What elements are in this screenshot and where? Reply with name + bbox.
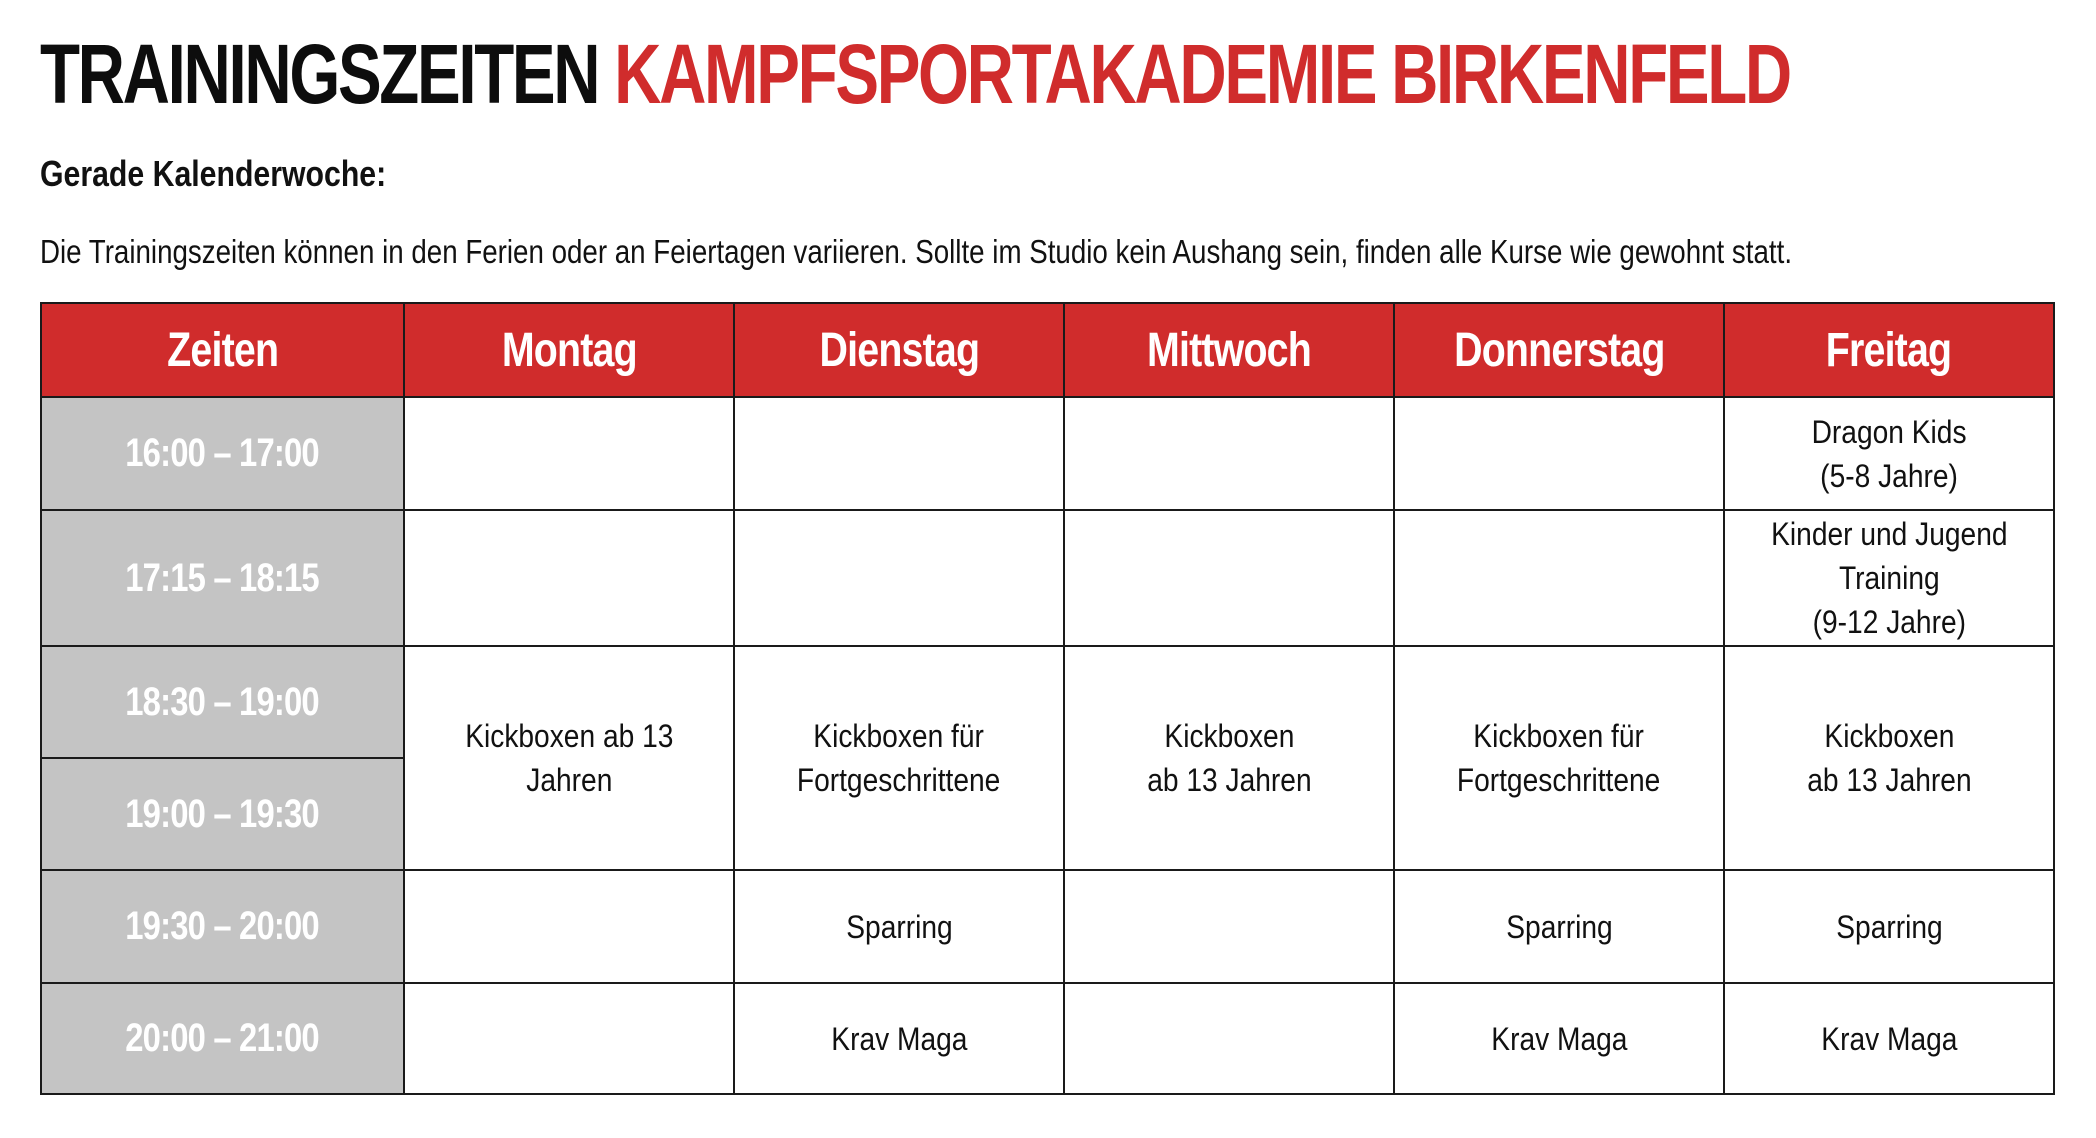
header-montag: Montag xyxy=(404,303,734,397)
schedule-cell-empty xyxy=(404,397,734,510)
schedule-table xyxy=(40,302,2055,1095)
table-row xyxy=(41,397,2054,510)
header-mittwoch: Mittwoch xyxy=(1064,303,1394,397)
table-row xyxy=(41,983,2054,1094)
schedule-cell-empty xyxy=(734,510,1064,646)
schedule-cell-montag: Kickboxen ab 13 Jahren xyxy=(404,646,734,870)
table-row xyxy=(41,870,2054,983)
schedule-cell-empty xyxy=(1394,510,1724,646)
schedule-cell-empty xyxy=(1064,397,1394,510)
time-cell: 18:30 – 19:00 xyxy=(41,646,404,758)
schedule-cell-donnerstag: Sparring xyxy=(1394,870,1724,983)
schedule-cell-empty xyxy=(404,870,734,983)
schedule-cell-freitag: Dragon Kids (5-8 Jahre) xyxy=(1724,397,2054,510)
schedule-cell-empty xyxy=(404,510,734,646)
table-row xyxy=(41,646,2054,758)
title-black-part: TRAININGSZEITEN xyxy=(40,27,599,121)
time-cell: 17:15 – 18:15 xyxy=(41,510,404,646)
header-freitag: Freitag xyxy=(1724,303,2054,397)
schedule-note: Die Trainingszeiten können in den Ferien oder an Feiertagen variieren. Sollte im Studio kein Aushang sein, finden alle Kurse wie gewohnt statt. xyxy=(40,233,1793,270)
schedule-cell-empty xyxy=(1064,983,1394,1094)
schedule-cell-dienstag: Kickboxen für Fortgeschrittene xyxy=(734,646,1064,870)
header-row xyxy=(41,303,2054,397)
week-subheading: Gerade Kalenderwoche: xyxy=(40,153,387,194)
schedule-cell-donnerstag: Krav Maga xyxy=(1394,983,1724,1094)
time-cell: 19:00 – 19:30 xyxy=(41,758,404,870)
time-cell: 20:00 – 21:00 xyxy=(41,983,404,1094)
schedule-cell-donnerstag: Kickboxen für Fortgeschrittene xyxy=(1394,646,1724,870)
header-dienstag: Dienstag xyxy=(734,303,1064,397)
schedule-cell-freitag: Kickboxen ab 13 Jahren xyxy=(1724,646,2054,870)
schedule-cell-dienstag: Krav Maga xyxy=(734,983,1064,1094)
table-row xyxy=(41,510,2054,646)
time-cell: 16:00 – 17:00 xyxy=(41,397,404,510)
schedule-cell-empty xyxy=(1064,510,1394,646)
schedule-cell-empty xyxy=(404,983,734,1094)
schedule-cell-freitag: Kinder und Jugend Training (9-12 Jahre) xyxy=(1724,510,2054,646)
header-zeiten: Zeiten xyxy=(41,303,404,397)
schedule-cell-freitag: Krav Maga xyxy=(1724,983,2054,1094)
schedule-cell-empty xyxy=(734,397,1064,510)
schedule-cell-freitag: Sparring xyxy=(1724,870,2054,983)
schedule-cell-empty xyxy=(1064,870,1394,983)
time-cell: 19:30 – 20:00 xyxy=(41,870,404,983)
schedule-cell-empty xyxy=(1394,397,1724,510)
title-red-part: KAMPFSPORTAKADEMIE BIRKENFELD xyxy=(614,27,1790,121)
schedule-cell-dienstag: Sparring xyxy=(734,870,1064,983)
schedule-cell-mittwoch: Kickboxen ab 13 Jahren xyxy=(1064,646,1394,870)
header-donnerstag: Donnerstag xyxy=(1394,303,1724,397)
page-title xyxy=(40,24,1790,124)
